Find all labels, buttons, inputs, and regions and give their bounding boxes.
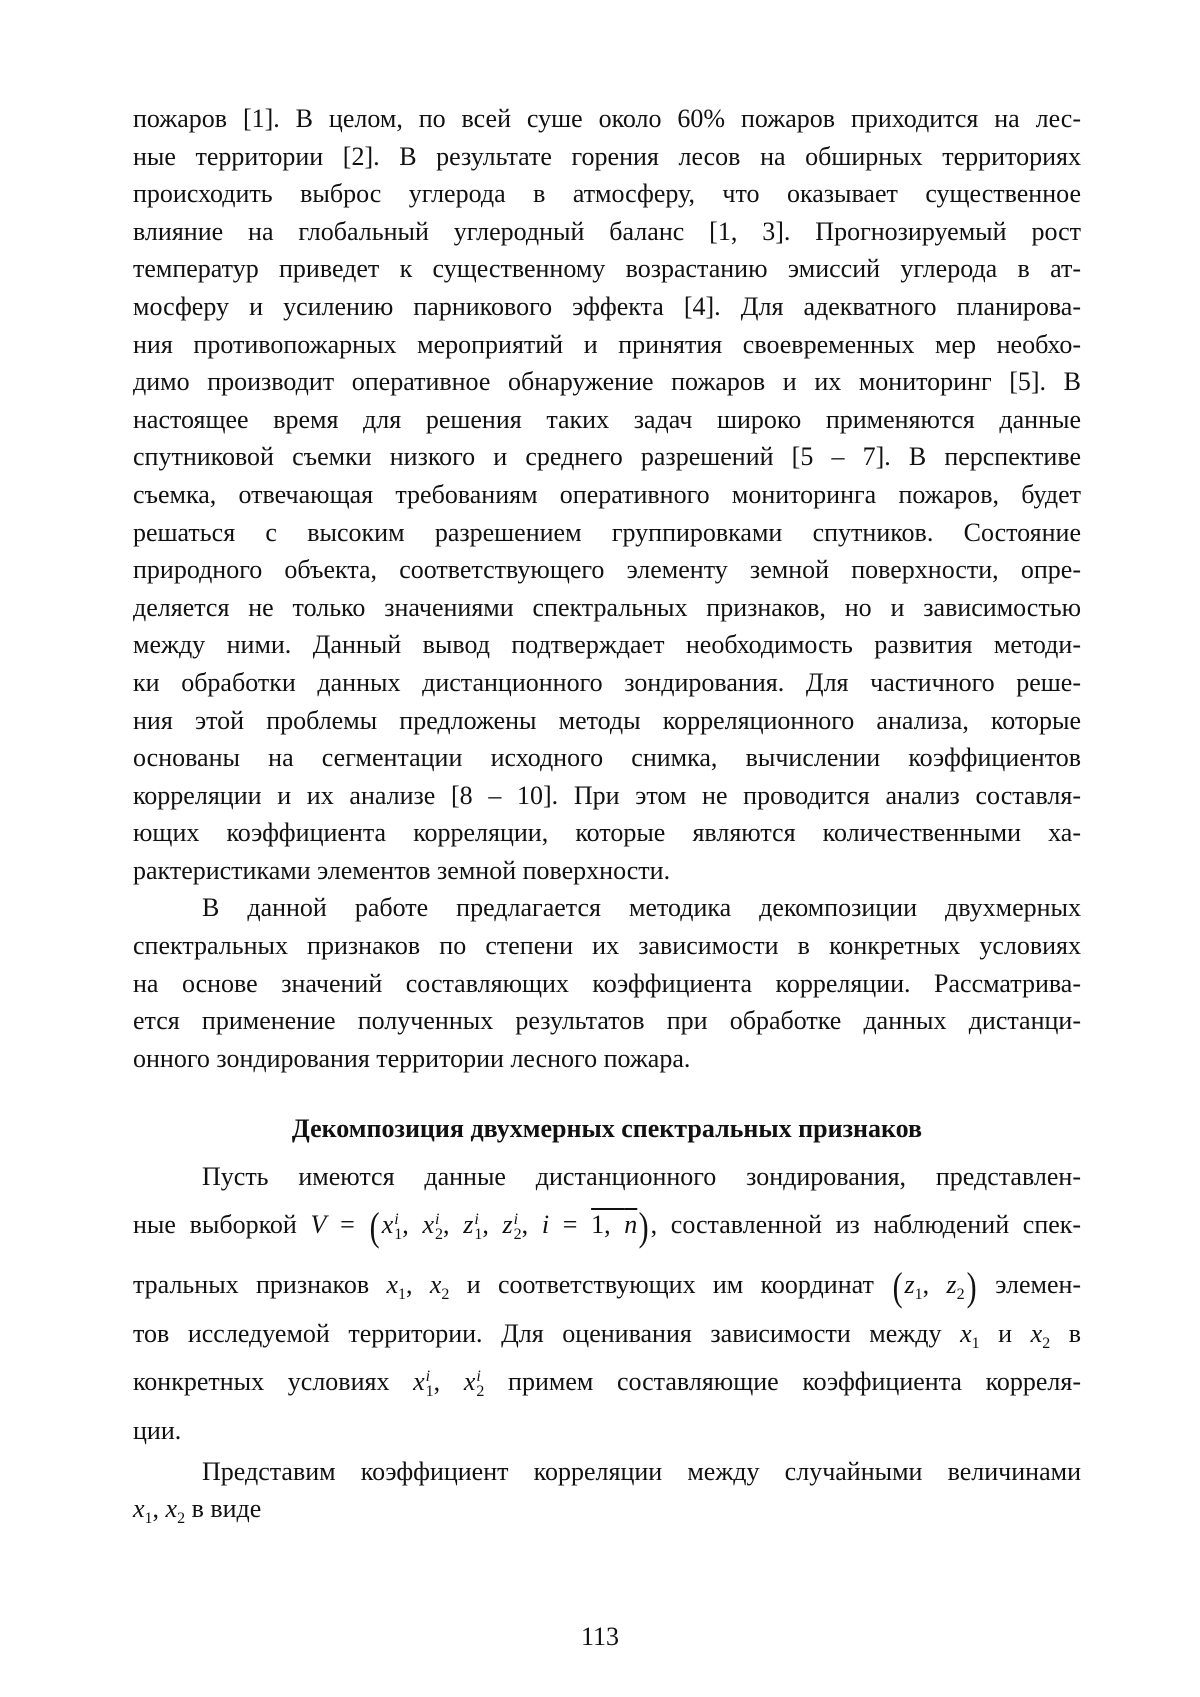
text-line: ния противопожарных мероприятий и принятия своевременных мер необхо- [133, 329, 1081, 359]
text-fragment: тов исследуемой территории. Для оценивания зависимости между [133, 1319, 942, 1348]
text-line: Представим коэффициент корреляции между случайными величинами [202, 1457, 1081, 1486]
formula-x1: $x_1$ [960, 1319, 980, 1353]
text-line [133, 1195, 1081, 1255]
text-line: корреляции и их анализе [8 – 10]. При этом не проводится анализ составля- [133, 780, 1081, 810]
text-line: рактеристиками элементов земной поверхности. [133, 855, 671, 885]
text-line: ки обработки данных дистанционного зондирования. Для частичного реше- [133, 667, 1081, 697]
text-line: решаться с высоким разрешением группировками спутников. Состояние [133, 517, 1081, 547]
paragraph-intro [133, 100, 1081, 889]
text-line: ния этой проблемы предложены методы корреляционного анализа, которые [133, 705, 1081, 735]
text-line: ется применение полученных результатов при обработке данных дистанци- [133, 1006, 1081, 1036]
text-line: основаны на сегментации исходного снимка, вычислении коэффициентов [133, 743, 1081, 773]
text-line: между ними. Данный вывод подтверждает необходимость развития методи- [133, 630, 1081, 660]
text-line: происходить выброс углерода в атмосферу, что оказывает существенное [133, 179, 1081, 209]
text-line [133, 1315, 1081, 1352]
text-line: пожаров [1]. В целом, по всей суше около 60% пожаров приходится на лес- [133, 104, 1081, 133]
text-fragment: и [998, 1319, 1013, 1348]
text-fragment: в виде [191, 1494, 262, 1523]
text-fragment: элемен- [995, 1270, 1082, 1299]
text-fragment: , составленной из наблюдений спек- [650, 1210, 1082, 1239]
text-line: съемка, отвечающая требованиям оперативного мониторинга пожаров, будет [133, 479, 1081, 509]
formula-features: $x_1$, $x_2$ [386, 1270, 450, 1304]
text-line [133, 1490, 1081, 1527]
text-line: ные территории [2]. В результате горения лесов на обширных территориях [133, 141, 1081, 171]
text-line: деляется не только значениями спектральных признаков, но и зависимостью [133, 592, 1081, 622]
text-line: онного зондирования территории лесного пожара. [133, 1043, 691, 1073]
paragraph-method [133, 889, 1081, 1077]
text-line: спутниковой съемки низкого и среднего разрешений [5 – 7]. В перспективе [133, 442, 1081, 472]
text-line: на основе значений составляющих коэффициента корреляции. Рассматрива- [133, 968, 1081, 998]
paragraph-decomposition [133, 1158, 1081, 1527]
text-line: ции. [133, 1416, 182, 1445]
text-fragment: примем составляющие коэффициента корреля- [508, 1367, 1082, 1396]
text-line [133, 1255, 1081, 1315]
text-line: Пусть имеются данные дистанционного зондирования, представлен- [202, 1162, 1081, 1191]
text-line [133, 1352, 1081, 1412]
text-fragment: тральных признаков [133, 1270, 370, 1299]
text-line: температур приведет к существенному возрастанию эмиссий углерода в ат- [133, 254, 1081, 284]
formula-conditions: x i 1 , x i 2 [413, 1367, 485, 1401]
text-fragment: и соответствующих им координат [466, 1270, 874, 1299]
formula-coordinates: ($z_1$, $z_2$) [892, 1264, 977, 1310]
text-line: димо производит оперативное обнаружение пожаров и их мониторинг [5]. В [133, 367, 1081, 397]
text-line: В данной работе предлагается методика декомпозиции двухмерных [202, 893, 1081, 923]
text-line: влияние на глобальный углеродный баланс [1, 3]. Прогнозируемый рост [133, 216, 1081, 246]
formula-x2: $x_2$ [1030, 1319, 1051, 1353]
page-number: 113 [580, 1622, 620, 1651]
formula-variables: $x_1$, $x_2$ [133, 1494, 186, 1528]
text-line: ющих коэффициента корреляции, которые являются количественными ха- [133, 818, 1081, 848]
text-line: спектральных признаков по степени их зависимости в конкретных условиях [133, 931, 1081, 961]
text-fragment: конкретных условиях [133, 1367, 390, 1396]
section-heading: Декомпозиция двухмерных спектральных признаков [291, 1114, 923, 1143]
formula-sample-v: V = (x i 1 , x i 2 , z i 1 , z i 2 , i = 1, n) [310, 1204, 649, 1250]
body-text [133, 100, 1081, 1077]
text-fragment: ные выборкой [133, 1210, 297, 1239]
text-line: настоящее время для решения таких задач широко применяются данные [133, 404, 1081, 434]
text-line: мосферу и усилению парникового эффекта [4]. Для адекватного планирова- [133, 291, 1081, 321]
text-fragment: в [1068, 1319, 1082, 1348]
text-line: природного объекта, соответствующего элементу земной поверхности, опре- [133, 555, 1081, 585]
